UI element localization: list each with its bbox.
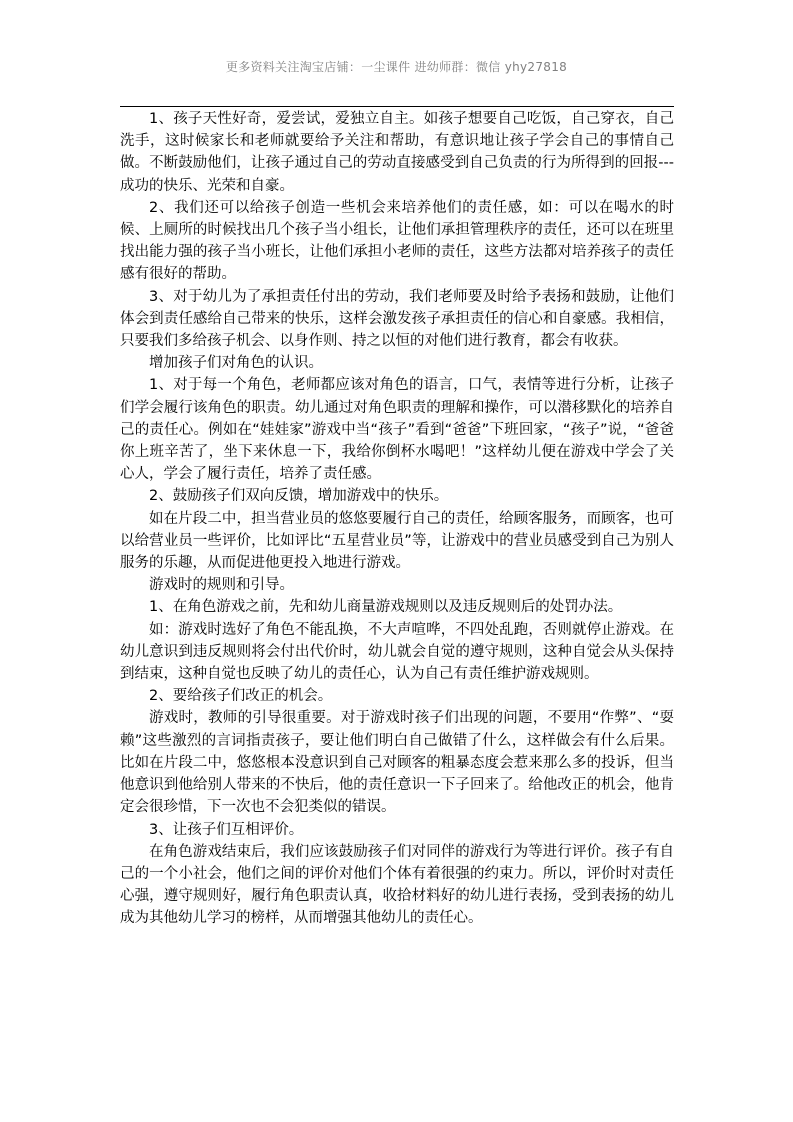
document-body [120,108,674,930]
paragraph: 如在片段二中，担当营业员的悠悠要履行自己的责任，给顾客服务，而顾客，也可以给营业员一些评价，比如评比“五星营业员”等，让游戏中的营业员感受到自己为别人服务的乐趣，从而促进他更投入地进行游戏。 [120,510,674,572]
paragraph: 如：游戏时选好了角色不能乱换，不大声喧哗，不四处乱跑，否则就停止游戏。在幼儿意识到违反规则将会付出代价时，幼儿就会自觉的遵守规则，这种自觉会从头保持到结束，这种自觉也反映了幼儿的责任心，认为自己有责任维护游戏规则。 [120,621,674,683]
paragraph: 1、对于每一个角色，老师都应该对角色的语言，口气，表情等进行分析，让孩子们学会履行该角色的职责。幼儿通过对角色职责的理解和操作，可以潜移默化的培养自己的责任心。例如在“娃娃家”游戏中当“孩子”看到“爸爸”下班回家，“孩子”说，“爸爸你上班辛苦了，坐下来休息一下，我给你倒杯水喝吧！”这样幼儿便在游戏中学会了关心人，学会了履行责任，培养了责任感。 [120,377,674,483]
header-rule [120,106,674,107]
section-heading: 增加孩子们对角色的认识。 [149,355,323,372]
paragraph: 3、对于幼儿为了承担责任付出的劳动，我们老师要及时给予表扬和鼓励，让他们体会到责任感给自己带来的快乐，这样会激发孩子承担责任的信心和自豪感。我相信，只要我们多给孩子机会、以身作则、持之以恒的对他们进行教育，都会有收获。 [120,288,674,350]
section-heading: 游戏时的规则和引导。 [149,577,294,594]
paragraph: 游戏时，教师的引导很重要。对于游戏时孩子们出现的问题，不要用“作弊”、“耍赖”这些激烈的言词指责孩子，要让他们明白自己做错了什么，这样做会有什么后果。比如在片段二中，悠悠根本没意识到自己对顾客的粗暴态度会惹来那么多的投诉，但当他意识到他给别人带来的不快后，他的责任意识一下子回来了。给他改正的机会，他肯定会很珍惜，下一次也不会犯类似的错误。 [120,710,674,816]
paragraph: 1、在角色游戏之前，先和幼儿商量游戏规则以及违反规则后的处罚办法。 [149,599,623,616]
page-header: 更多资料关注淘宝店铺：一尘课件 进幼师群：微信 yhy27818 [225,60,568,74]
paragraph: 在角色游戏结束后，我们应该鼓励孩子们对同伴的游戏行为等进行评价。孩子有自己的一个小社会，他们之间的评价对他们个体有着很强的约束力。所以，评价时对责任心强，遵守规则好，履行角色职责认真，收拾材料好的幼儿进行表扬，受到表扬的幼儿成为其他幼儿学习的榜样，从而增强其他幼儿的责任心。 [120,843,674,927]
paragraph: 2、要给孩子们改正的机会。 [149,688,333,705]
paragraph: 2、我们还可以给孩子创造一些机会来培养他们的责任感，如：可以在喝水的时候、上厕所的时候找出几个孩子当小组长，让他们承担管理秩序的责任，还可以在班里找出能力强的孩子当小班长，让他们承担小老师的责任，这些方法都对培养孩子的责任感有很好的帮助。 [120,199,674,283]
paragraph: 1、孩子天性好奇，爱尝试，爱独立自主。如孩子想要自己吃饭，自己穿衣，自己洗手，这时候家长和老师就要给予关注和帮助，有意识地让孩子学会自己的事情自己做。不断鼓励他们，让孩子通过自己的劳动直接感受到自己负责的行为所得到的回报---成功的快乐、光荣和自豪。 [120,111,674,194]
paragraph: 2、鼓励孩子们双向反馈，增加游戏中的快乐。 [149,488,449,505]
paragraph: 3、让孩子们互相评价。 [149,821,304,838]
